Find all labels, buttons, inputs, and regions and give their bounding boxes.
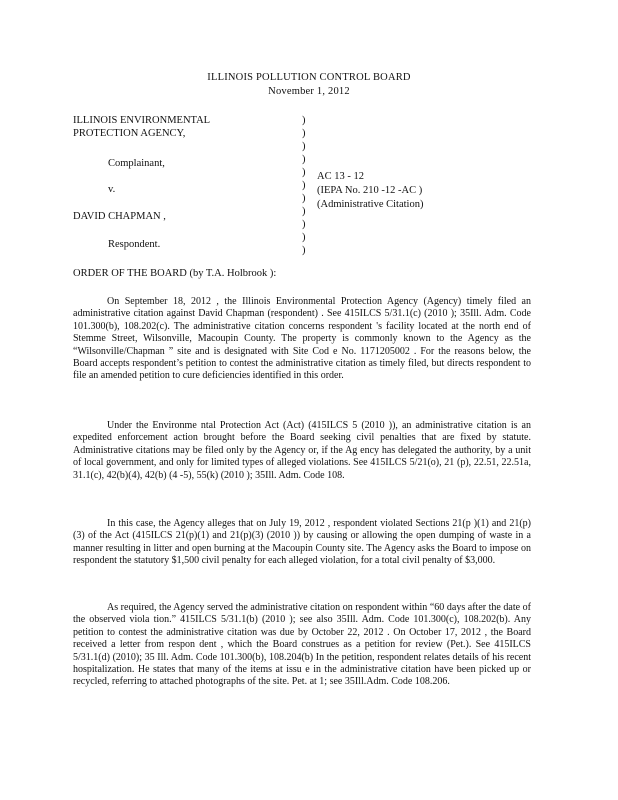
caption-paren: ) — [302, 180, 306, 191]
caption-paren: ) — [302, 219, 306, 230]
caption-paren: ) — [302, 232, 306, 243]
respondent-name: DAVID CHAPMAN , — [73, 211, 166, 222]
caption-paren: ) — [302, 193, 306, 204]
complainant-name-line2: PROTECTION AGENCY, — [73, 128, 186, 139]
respondent-label: Respondent. — [108, 239, 161, 250]
caption-paren: ) — [302, 206, 306, 217]
order-date: November 1, 2012 — [268, 86, 350, 97]
complainant-label: Complainant, — [108, 158, 165, 169]
paragraph-3: In this case, the Agency alleges that on July 19, 2012 , respondent violated Sections 21(p )(1) and 21(p)(3) of the Act (415ILCS 21(p)(1) and 21(p)(3) (2010 )) by causing or allowing the open dumping of waste in a manner resulting in litter and open burning at the Macoupin County site. The Agency asks the Board to impose on respondent the statutory $1,500 civil penalty for each alleged violation, for a total civil penalty of $3,000. — [73, 518, 531, 567]
case-number: AC 13 - 12 — [317, 171, 364, 182]
caption-paren: ) — [302, 245, 306, 256]
paragraph-1: On September 18, 2012 , the Illinois Environmental Protection Agency (Agency) timely filed an administrative citation against David Chapman (respondent) . See 415ILCS 5/31.1(c) (2010 ); 35Ill. Adm. Code 101.300(b), 108.202(c). The administrative citation concerns respondent 's facility located at the north end of Stemme Street, Wilsonville, Macoupin County. The property is commonly known to the Agency as the “Wilsonville/Chapman ” site and is designated with Site Cod e No. 1171205002 . For the reasons below, the Board accepts respondent’s petition to contest the administrative citation as timely filed, but directs respondent to file an amended petition to cure deficiencies identified in this order. — [73, 296, 531, 382]
caption-paren: ) — [302, 128, 306, 139]
complainant-name-line1: ILLINOIS ENVIRONMENTAL — [73, 115, 211, 126]
board-title: ILLINOIS POLLUTION CONTROL BOARD — [207, 72, 411, 83]
case-type: (Administrative Citation) — [317, 199, 424, 210]
iepa-number: (IEPA No. 210 -12 -AC ) — [317, 185, 423, 196]
caption-paren: ) — [302, 115, 306, 126]
caption-paren: ) — [302, 154, 306, 165]
caption-paren: ) — [302, 167, 306, 178]
versus-label: v. — [108, 184, 116, 195]
caption-paren: ) — [302, 141, 306, 152]
paragraph-2: Under the Environme ntal Protection Act (Act) (415ILCS 5 (2010 )), an administrative citation is an expedited enforcement action brought before the Board seeking civil penalties that are fixed by statute. Administrative citations may be filed only by the Agency or, if the Ag ency has delegated the authority, by a unit of local government, and only for limited types of alleged violations. See 415ILCS 5/21(o), 21 (p), 22.51, 22.51a, 31.1(c), 42(b)(4), 42(b) (4 -5), 55(k) (2010 ); 35Ill. Adm. Code 108. — [73, 420, 531, 481]
caption-paren-column — [302, 114, 306, 257]
order-heading: ORDER OF THE BOARD (by T.A. Holbrook ): — [73, 268, 277, 279]
paragraph-4: As required, the Agency served the administrative citation on respondent within “60 days after the date of the observed viola tion.” 415ILCS 5/31.1(b) (2010 ); see also 35Ill. Adm. Code 101.300(c), 108.202(b). Any petition to contest the administrative citation was due by October 22, 2012 . On October 17, 2012 , the Board received a letter from respon dent , which the Board construes as a petition for review (Pet.). See 415ILCS 5/31.1(d) (2010); 35 Ill. Adm. Code 101.300(b), 108.204(b) In the petition, respondent relates details of his recent hospitalization. He states that many of the items at issu e in the administrative citation have been picked up or recycled, referring to attached photographs of the site. Pet. at 1; see 35Ill.Adm. Code 108.206. — [73, 602, 531, 688]
